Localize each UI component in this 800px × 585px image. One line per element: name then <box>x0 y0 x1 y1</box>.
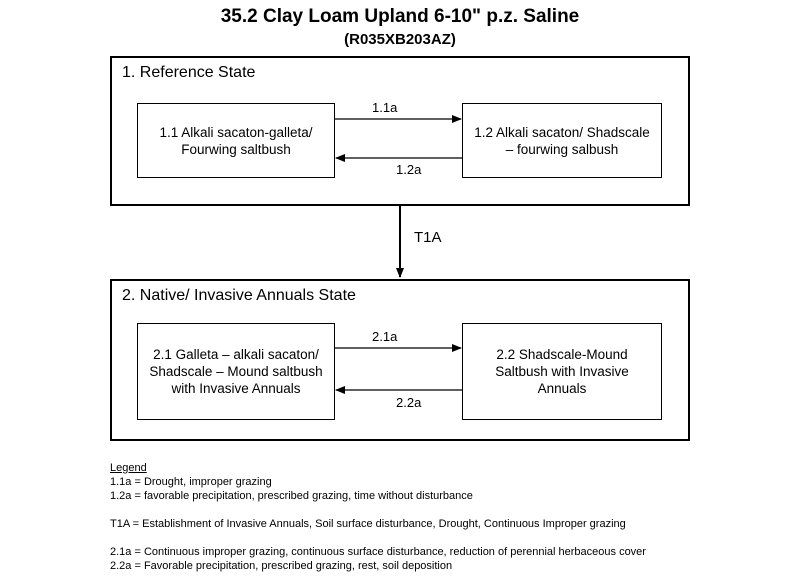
community-2-1: 2.1 Galleta – alkali sacaton/ Shadscale – Mound saltbush with Invasive Annuals <box>137 323 335 420</box>
transition-label-t1a: T1A <box>414 229 442 246</box>
transition-label-1-1a: 1.1a <box>372 100 398 115</box>
legend-line-t1a: T1A = Establishment of Invasive Annuals, Soil surface disturbance, Drought, Continuous Improper grazing <box>110 518 626 530</box>
diagram-title: 35.2 Clay Loam Upland 6-10" p.z. Saline <box>220 6 580 27</box>
community-1-2: 1.2 Alkali sacaton/ Shadscale – fourwing salbush <box>462 103 662 178</box>
community-1-1: 1.1 Alkali sacaton-galleta/ Fourwing saltbush <box>137 103 335 178</box>
transition-label-2-2a: 2.2a <box>396 395 422 410</box>
legend <box>110 461 646 573</box>
legend-line-1-2a: 1.2a = favorable precipitation, prescribed grazing, time without disturbance <box>110 490 473 502</box>
transition-label-2-1a: 2.1a <box>372 329 398 344</box>
community-2-2: 2.2 Shadscale-Mound Saltbush with Invasive Annuals <box>462 323 662 420</box>
transition-label-1-2a: 1.2a <box>396 162 422 177</box>
legend-line-2-2a: 2.2a = Favorable precipitation, prescribed grazing, rest, soil deposition <box>110 560 453 572</box>
reference-state-label: 1. Reference State <box>122 64 256 81</box>
legend-heading: Legend <box>110 462 147 474</box>
legend-line-2-1a: 2.1a = Continuous improper grazing, continuous surface disturbance, reduction of perennial herbaceous cover <box>110 546 646 558</box>
diagram-subtitle: (R035XB203AZ) <box>344 31 456 48</box>
native-invasive-state-label: 2. Native/ Invasive Annuals State <box>122 287 356 304</box>
legend-line-1-1a: 1.1a = Drought, improper grazing <box>110 476 272 488</box>
